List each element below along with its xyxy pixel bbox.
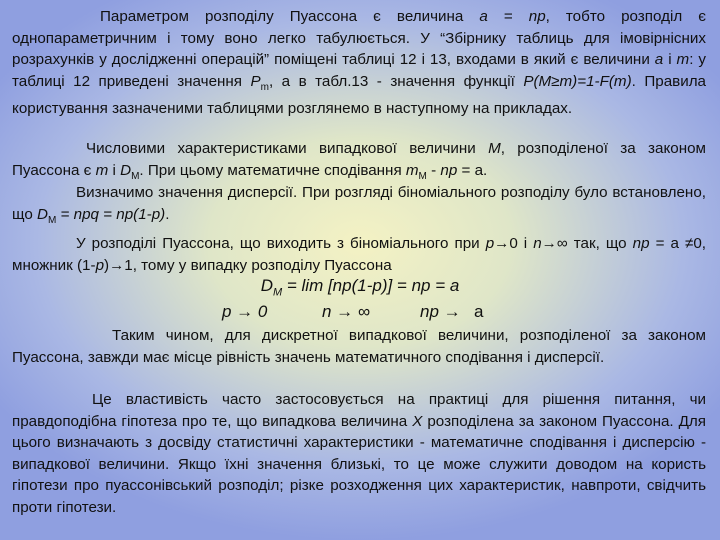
text: Параметром розподілу Пуассона є величина — [100, 8, 480, 25]
paragraph-hypothesis — [12, 389, 706, 519]
text: m — [405, 161, 419, 179]
paragraph-poisson-parameter — [12, 6, 706, 120]
text: p → 0 — [222, 302, 268, 321]
text: Таким чином, для дискретної випадкової величини, розподіленої за законом Пуассона, завжди має місце рівність значень математичного сподівання і дисперсії. — [12, 327, 706, 366]
text: np — [632, 235, 650, 252]
paragraph-conclusion — [12, 325, 706, 368]
text: Це властивість часто застосовується на практиці для рішення питання, чи правдоподібна гіпотеза про те, що випадкова величина — [12, 391, 706, 430]
text: np — [440, 161, 458, 179]
text: a — [474, 302, 484, 321]
text: m — [95, 161, 109, 179]
text: P — [250, 72, 261, 90]
text: = — [487, 8, 529, 25]
text: M — [131, 170, 140, 182]
paragraph-limit — [12, 233, 706, 276]
text: , розподіленої за законом Пуассона є — [12, 140, 706, 179]
text: →∞ так, що — [541, 235, 633, 252]
text: і — [663, 51, 677, 69]
text: = npq = np(1-p) — [56, 205, 166, 223]
text: : у таблиці 12 приведені значення — [12, 51, 706, 90]
text: , тобто розподіл є однопараметричним і тому воно легко табулюється. У “Збірнику таблиць для імовірнісних розрахунків у дослідженні операцій” поміщені таблиці 12 і 13, входами в який є величини — [12, 8, 706, 69]
text: a — [479, 8, 488, 25]
text: M — [418, 170, 427, 182]
text: D — [37, 205, 48, 223]
text: . — [165, 205, 170, 223]
text: p — [95, 256, 105, 274]
text: розподілена за законом Пуассона. Для цього визначають з досвіду статистичні характеристики - математичне сподівання і дисперсію - випадкової величини. Якщо їхні значення близькі, то це може служити доводом на користь гіпотези про пуассонівський розподіл; різке розходження цих характеристик, навпроти, свідчить проти гіпотези. — [12, 412, 706, 516]
paragraph-variance — [12, 182, 706, 231]
text: . При цьому математичне сподівання — [139, 161, 406, 179]
text: У розподілі Пуассона, що виходить з біноміального при — [76, 235, 486, 252]
text: np — [528, 8, 546, 25]
text: a — [654, 51, 664, 69]
text: P(M≥m)=1-F(m) — [523, 72, 632, 90]
text: →0 і — [494, 235, 534, 252]
text: D — [260, 276, 273, 295]
text: n → ∞ — [322, 302, 371, 321]
text: Визначимо значення дисперсії. При розгляді біноміального розподілу було встановлено, що — [12, 184, 706, 223]
text: M — [272, 286, 283, 299]
text: X — [412, 412, 423, 430]
text: )→1, тому у випадку розподілу Пуассона — [104, 256, 392, 274]
paragraph-numeric-characteristics — [12, 138, 706, 187]
text: n — [533, 235, 542, 252]
text: , а в табл.13 - значення функції — [268, 72, 524, 90]
text: m — [260, 81, 269, 93]
text: = lim [np(1-p)] = np = a — [282, 276, 460, 295]
text: . Правила користування зазначеними таблицями розглянемо в наступному на прикладах. — [12, 72, 706, 118]
text: p — [485, 235, 495, 252]
text: D — [120, 161, 132, 179]
text: np → — [420, 302, 461, 321]
text: m — [676, 51, 690, 69]
text: M — [488, 140, 501, 157]
text: = а ≠0, множник (1- — [12, 235, 706, 274]
formula-variance-limit — [0, 276, 720, 298]
text: = а. — [457, 161, 488, 179]
text: M — [47, 214, 57, 226]
text: і — [108, 161, 121, 179]
text: Числовими характеристиками випадкової величини — [86, 140, 489, 157]
text: - — [426, 161, 441, 179]
